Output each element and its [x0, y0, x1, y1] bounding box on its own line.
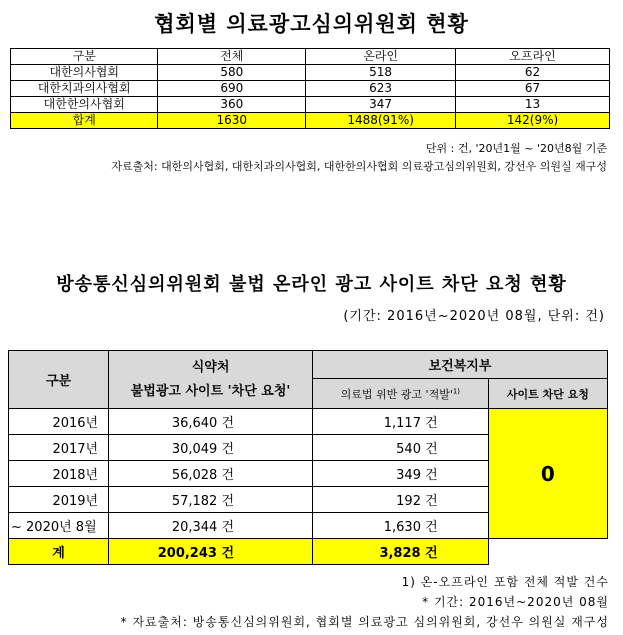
violation-detect-header — [313, 379, 489, 409]
unit-note: 단위 : 건, '20년1월 ~ '20년8월 기준 — [425, 142, 607, 155]
table-cell: 690 — [158, 81, 306, 97]
table-cell: 623 — [306, 81, 456, 97]
header-cell: 오프라인 — [456, 49, 610, 65]
mfds-cell: 56,028 건 — [109, 461, 313, 487]
violation-detect-label: 의료법 위반 광고 '적발' — [340, 387, 453, 401]
block-request-header: 사이트 차단 요청 — [488, 379, 607, 409]
table-row — [11, 65, 610, 81]
mohw-cell: 1,117 건 — [313, 409, 489, 435]
table-row — [9, 409, 608, 435]
table-cell: 62 — [456, 65, 610, 81]
total-mfds-cell: 200,243 건 — [109, 539, 313, 565]
total-cell: 1488(91%) — [306, 113, 456, 129]
table-header-row — [9, 351, 608, 379]
year-cell: 2016년 — [9, 409, 109, 435]
table1-title: 협회별 의료광고심의위원회 현황 — [154, 12, 469, 36]
block-request-value: 0 — [488, 409, 607, 539]
total-label-cell: 계 — [9, 539, 109, 565]
table-cell: 360 — [158, 97, 306, 113]
mohw-cell: 1,630 건 — [313, 513, 489, 539]
mohw-cell: 349 건 — [313, 461, 489, 487]
mfds-sub-label: 불법광고 사이트 '차단 요청' — [130, 383, 291, 399]
mfds-cell: 36,640 건 — [109, 409, 313, 435]
mfds-cell: 30,049 건 — [109, 435, 313, 461]
total-cell: 142(9%) — [456, 113, 610, 129]
source-note: 자료출처: 대한의사협회, 대한치과의사협회, 대한한의사협회 의료광고심의위원회, 강선우 의원실 재구성 — [111, 160, 607, 173]
table-row — [11, 81, 610, 97]
header-cell: 전체 — [158, 49, 306, 65]
total-cell: 1630 — [158, 113, 306, 129]
block-request-table — [8, 350, 608, 565]
footnote-marker: 1) — [452, 386, 461, 395]
mfds-cell: 20,344 건 — [109, 513, 313, 539]
mohw-cell: 540 건 — [313, 435, 489, 461]
mohw-header: 보건복지부 — [313, 351, 608, 379]
year-cell: 2018년 — [9, 461, 109, 487]
table-cell: 대한치과의사협회 — [11, 81, 158, 97]
table-cell: 518 — [306, 65, 456, 81]
year-cell: 2019년 — [9, 487, 109, 513]
total-cell: 합계 — [11, 113, 158, 129]
total-row — [9, 539, 608, 565]
footnote-3: * 자료출처: 방송통신심의위원회, 협회별 의료광고 심의위원회, 강선우 의원실 재구성 — [120, 615, 609, 629]
header-cell: 온라인 — [306, 49, 456, 65]
footnote-2: * 기간: 2016년~2020년 08월 — [422, 595, 609, 609]
table-row — [11, 97, 610, 113]
mfds-cell: 57,182 건 — [109, 487, 313, 513]
table-cell: 580 — [158, 65, 306, 81]
association-committee-table — [10, 48, 610, 129]
table2-title: 방송통신심의위원회 불법 온라인 광고 사이트 차단 요청 현황 — [56, 274, 567, 295]
year-cell: 2017년 — [9, 435, 109, 461]
header-cell: 구분 — [11, 49, 158, 65]
table-cell: 대한한의사협회 — [11, 97, 158, 113]
category-header: 구분 — [9, 351, 109, 409]
table-cell: 대한의사협회 — [11, 65, 158, 81]
period-note: (기간: 2016년~2020년 08월, 단위: 건) — [343, 309, 605, 324]
mfds-header — [109, 351, 313, 409]
total-row — [11, 113, 610, 129]
table-header-row — [11, 49, 610, 65]
table-cell: 347 — [306, 97, 456, 113]
mfds-group-label: 식약처 — [191, 359, 230, 375]
year-cell: ~ 2020년 8월 — [9, 513, 109, 539]
table-cell: 67 — [456, 81, 610, 97]
mohw-cell: 192 건 — [313, 487, 489, 513]
footnote-1: 1) 온-오프라인 포함 전체 적발 건수 — [401, 575, 609, 589]
table-cell: 13 — [456, 97, 610, 113]
total-mohw-cell: 3,828 건 — [313, 539, 489, 565]
